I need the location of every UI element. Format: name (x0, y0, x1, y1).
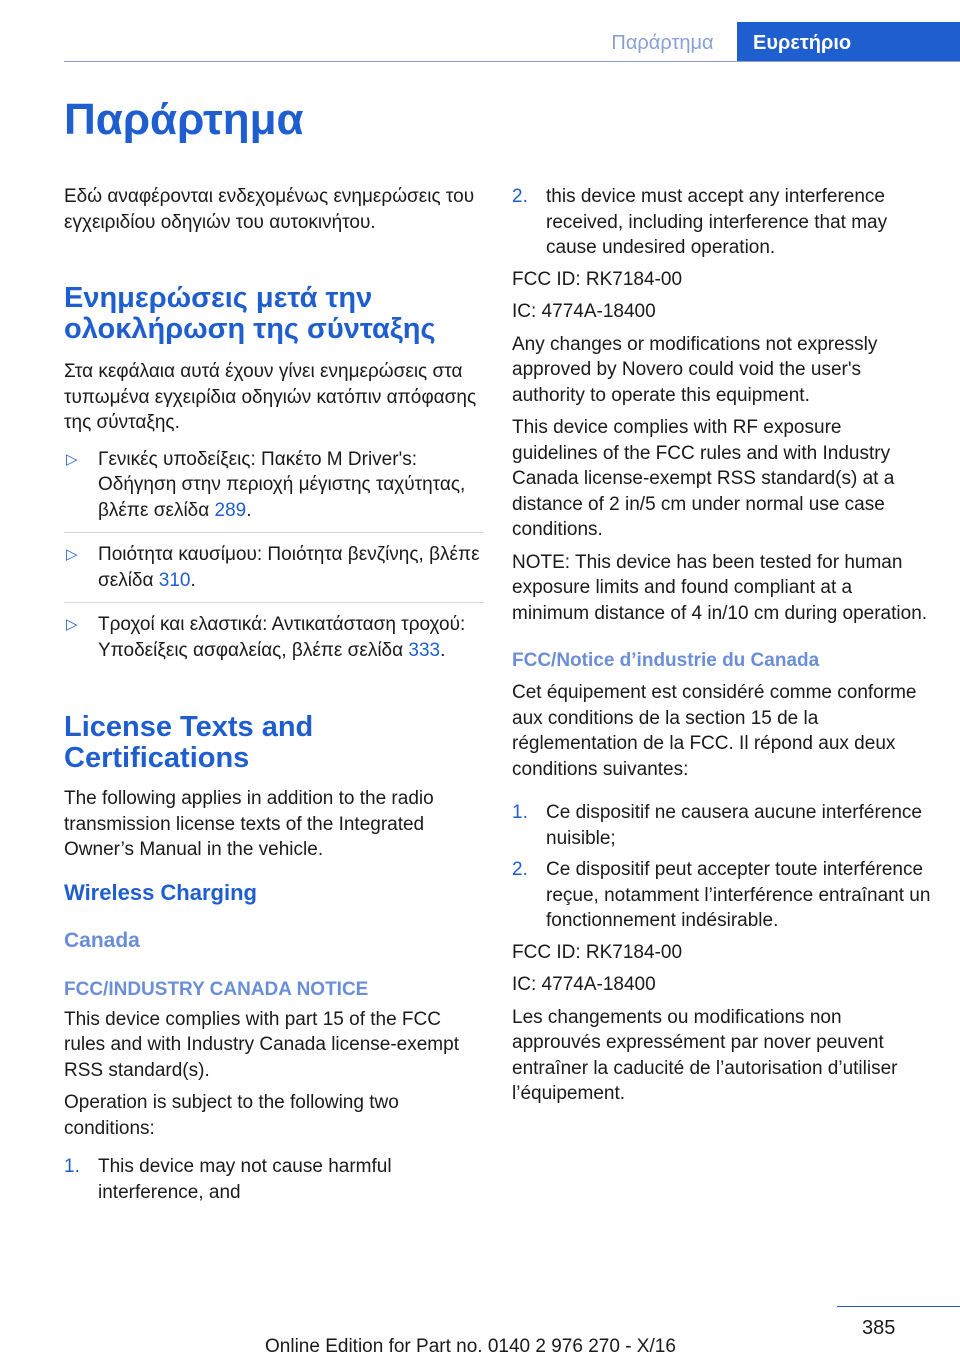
updates-heading: Ενημερώσεις μετά την ολοκλήρωση της σύνταξης (64, 282, 436, 345)
rf-exposure-text: This device complies with RF exposure guidelines of the FCC rules and with Industry Canada license-exempt RSS standard(s) at a distance of 2 in/5 cm under normal use case conditions. (512, 417, 895, 540)
page-link[interactable]: 310 (158, 569, 191, 591)
updates-text: Στα κεφάλαια αυτά έχουν γίνει ενημερώσεις στα τυπωμένα εγχειρίδια οδηγιών κατόπιν απόφασης της σύνταξης. (64, 361, 477, 433)
page-number: 385 (862, 1317, 896, 1339)
list-number: 2. (512, 859, 528, 880)
footer-divider (837, 1306, 960, 1307)
list-number: 1. (64, 1156, 80, 1177)
edition-footer: Online Edition for Part no. 0140 2 976 270 - X/16 (265, 1336, 676, 1357)
fr-changes-text: Les changements ou modifications non approuvés expressément par nover peuvent entraîner la caducité de l’autorisation d’utiliser l’équipement. (512, 1006, 898, 1104)
list-item (64, 532, 484, 602)
list-item (64, 602, 484, 672)
conditions-list (64, 1154, 484, 1205)
list-item-text: This device may not cause harmful interference, and (98, 1156, 392, 1203)
list-item (512, 800, 932, 851)
fcc-notice-heading: FCC/INDUSTRY CANADA NOTICE (64, 978, 369, 1000)
page-title: Παράρτημα (64, 95, 304, 144)
tab-index[interactable]: Ευρετήριο (737, 22, 960, 62)
list-item (64, 438, 484, 533)
page-link[interactable]: 333 (408, 639, 441, 661)
fr-ic-text: IC: 4774A-18400 (512, 974, 656, 995)
changes-text: Any changes or modifications not expressly approved by Novero could void the user's authority to operate this equipment. (512, 333, 878, 406)
intro-text: Εδώ αναφέρονται ενδεχομένως ενημερώσεις του εγχειριδίου οδηγιών του αυτοκινήτου. (64, 186, 475, 233)
fr-fcc-id-text: FCC ID: RK7184-00 (512, 941, 683, 963)
updates-bullet-list (64, 438, 484, 673)
page-link[interactable]: 289 (214, 499, 247, 521)
fcc-text: This device complies with part 15 of the FCC rules and with Industry Canada license-exempt RSS standard(s). (64, 1008, 459, 1081)
list-item-text: this device must accept any interference received, including interference that may cause undesired operation. (546, 186, 888, 258)
header-divider (64, 61, 960, 62)
fcc-id-text: FCC ID: RK7184-00 (512, 268, 683, 290)
wireless-charging-heading: Wireless Charging (64, 879, 257, 905)
license-heading: License Texts and Certifications (64, 711, 314, 774)
list-item (64, 1154, 484, 1205)
fcc-notice-fr-heading: FCC/Notice d’industrie du Canada (512, 650, 820, 671)
list-item (512, 857, 932, 934)
ic-text: IC: 4774A-18400 (512, 301, 656, 322)
list-item-text: Ποιότητα καυσίμου: Ποιότητα βενζίνης, βλέπε σελίδα 310. (98, 544, 480, 591)
list-number: 2. (512, 186, 528, 207)
operation-text: Operation is subject to the following two conditions: (64, 1092, 399, 1139)
license-text: The following applies in addition to the radio transmission license texts of the Integrated Owner’s Manual in the vehicle. (64, 788, 434, 860)
canada-heading: Canada (64, 928, 140, 952)
note-text: NOTE: This device has been tested for human exposure limits and found compliant at a minimum distance of 4 in/10 cm during operation. (512, 551, 928, 624)
triangle-bullet-icon: ▷ (66, 546, 78, 563)
left-column (64, 184, 484, 1211)
list-item-text: Ce dispositif peut accepter toute interférence reçue, notamment l’interférence entraînant un fonctionnement indésirable. (546, 859, 931, 931)
triangle-bullet-icon: ▷ (66, 450, 78, 468)
list-item-text: Γενικές υποδείξεις: Πακέτο M Driver's: Οδήγηση στην περιοχή μέγιστης ταχύτητας, βλέπε σελίδα 289. (98, 448, 466, 521)
tab-appendix[interactable]: Παράρτημα (611, 32, 714, 54)
list-item-text: Τροχοί και ελαστικά: Αντικατάσταση τροχού: Υποδείξεις ασφαλείας, βλέπε σελίδα 333. (98, 614, 466, 661)
triangle-bullet-icon: ▷ (66, 616, 78, 633)
list-item (512, 184, 932, 261)
right-column (512, 184, 932, 1114)
fr-conditions-list (512, 800, 932, 934)
list-number: 1. (512, 802, 528, 823)
list-item-text: Ce dispositif ne causera aucune interférence nuisible; (546, 802, 923, 849)
fr-text: Cet équipement est considéré comme conforme aux conditions de la section 15 de la réglementation de la FCC. Il répond aux deux conditions suivantes: (512, 682, 917, 780)
